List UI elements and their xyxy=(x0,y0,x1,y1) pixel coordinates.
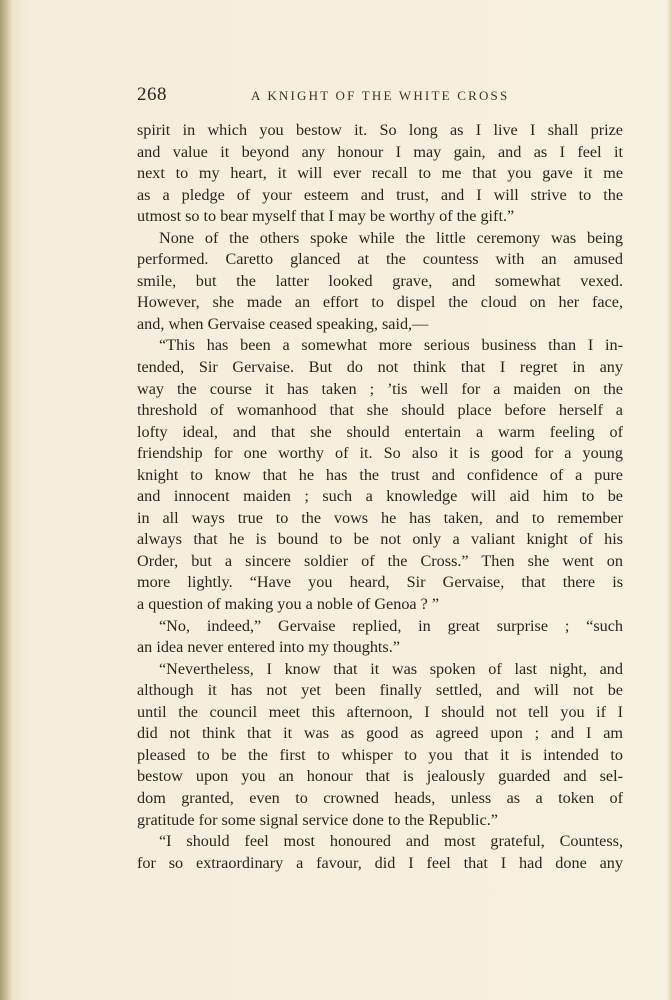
text-line: However, she made an effort to dispel the cloud on her face, xyxy=(137,293,623,312)
text-line: None of the others spoke while the little ceremony was being xyxy=(159,228,623,247)
text-line: dom granted, even to crowned heads, unless as a token of xyxy=(137,788,623,807)
text-line: bestow upon you an honour that is jealously guarded and sel- xyxy=(137,767,623,786)
text-line: in all ways true to the vows he has taken, and to remember xyxy=(137,508,623,527)
text-line: and innocent maiden ; such a knowledge will aid him to be xyxy=(137,487,623,506)
text-line: performed. Caretto glanced at the countess with an amused xyxy=(137,250,623,269)
text-line: “I should feel most honoured and most grateful, Countess, xyxy=(159,832,623,851)
text-line: lofty ideal, and that she should entertain a warm feeling of xyxy=(137,422,623,441)
text-line: until the council meet this afternoon, I should not tell you if I xyxy=(137,702,623,721)
text-line: smile, but the latter looked grave, and somewhat vexed. xyxy=(137,271,623,290)
text-line: tended, Sir Gervaise. But do not think that I regret in any xyxy=(137,358,623,377)
text-line: next to my heart, it will ever recall to me that you gave it me xyxy=(137,164,623,183)
page-spine-shadow xyxy=(0,0,12,1000)
text-line: “No, indeed,” Gervaise replied, in great surprise ; “such xyxy=(159,616,623,635)
text-line: always that he is bound to be not only a valiant knight of his xyxy=(137,530,623,549)
page-number: 268 xyxy=(137,84,167,105)
text-line: pleased to be the first to whisper to you that it is intended to xyxy=(137,745,623,764)
text-line: for so extraordinary a favour, did I feel that I had done any xyxy=(137,853,623,872)
text-line: Order, but a sincere soldier of the Cross.” Then she went on xyxy=(137,551,623,570)
text-line: gratitude for some signal service done to the Republic.” xyxy=(137,810,498,829)
text-line: “This has been a somewhat more serious business than I in- xyxy=(159,336,623,355)
text-line: friendship for one worthy of it. So also it is good for a young xyxy=(137,444,623,463)
text-line: an idea never entered into my thoughts.” xyxy=(137,638,400,657)
text-line: a question of making you a noble of Genoa ? ” xyxy=(137,595,440,614)
page-edge xyxy=(666,0,672,1000)
text-line: “Nevertheless, I know that it was spoken of last night, and xyxy=(159,659,623,678)
text-line: as a pledge of your esteem and trust, and I will strive to the xyxy=(137,185,623,204)
text-line: utmost so to bear myself that I may be worthy of the gift.” xyxy=(137,207,515,226)
text-line: although it has not yet been finally settled, and will not be xyxy=(137,681,623,700)
text-line: threshold of womanhood that she should place before herself a xyxy=(137,401,623,420)
text-line: did not think that it was as good as agreed upon ; and I am xyxy=(137,724,623,743)
page-header xyxy=(137,84,623,108)
text-line: way the course it has taken ; ’tis well for a maiden on the xyxy=(137,379,623,398)
text-line: and value it beyond any honour I may gain, and as I feel it xyxy=(137,142,623,161)
body-text xyxy=(137,120,623,874)
text-line: and, when Gervaise ceased speaking, said,— xyxy=(137,314,429,333)
text-line: spirit in which you bestow it. So long as I live I shall prize xyxy=(137,121,623,139)
text-line: more lightly. “Have you heard, Sir Gervaise, that there is xyxy=(137,573,623,592)
running-head: A KNIGHT OF THE WHITE CROSS xyxy=(251,88,510,103)
text-line: knight to know that he has the trust and confidence of a pure xyxy=(137,465,623,484)
